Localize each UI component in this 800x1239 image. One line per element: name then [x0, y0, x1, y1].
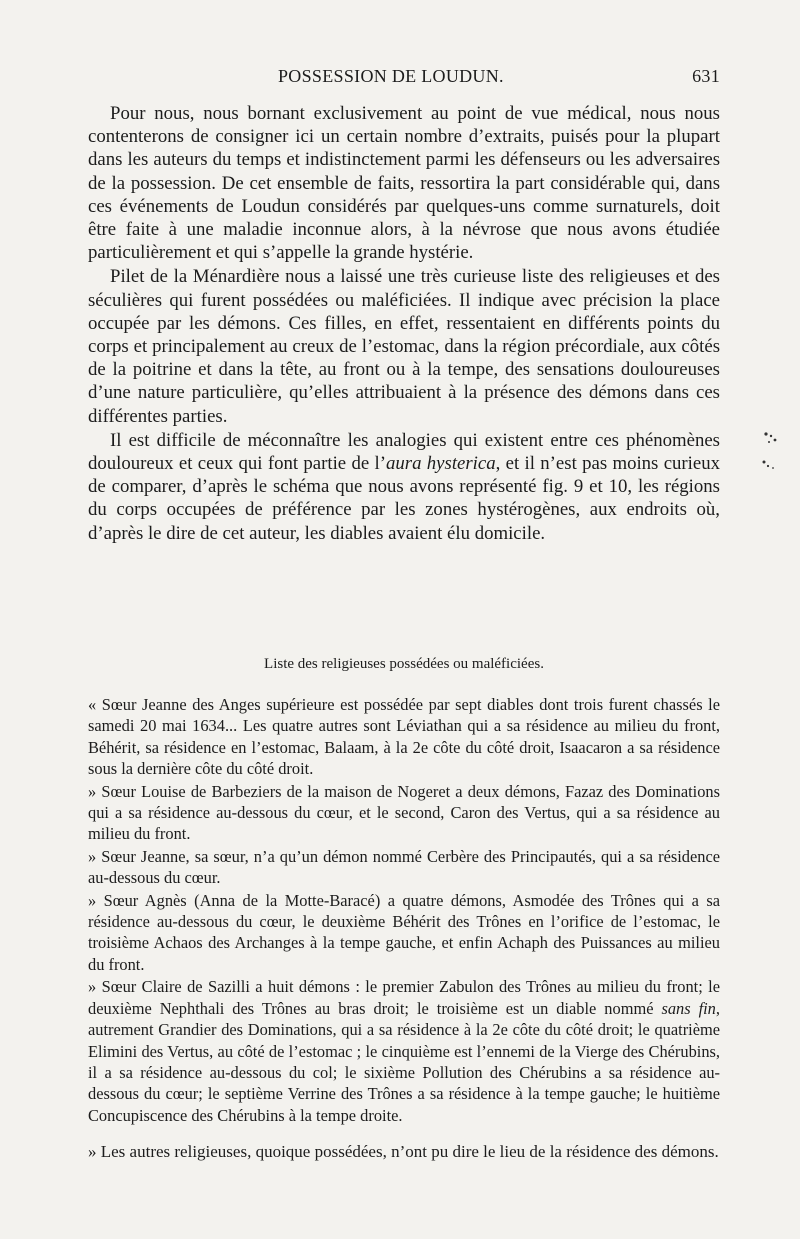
paragraph [88, 429, 720, 545]
list-caption: Liste des religieuses possédées ou maléficiées. [264, 656, 544, 672]
main-text [88, 102, 720, 545]
running-title: POSSESSION DE LOUDUN. [278, 66, 504, 86]
list-item-text: , autrement Grandier des Dominations, qui a sa résidence à la 2e côte du côté droit; le quatrième Elimini des Vertus, au côté de l’estomac ; le cinquième est l’ennemi de la Vierge des Chérubins, il a sa résidence au-dessous du col; le sixième Pollution des Chérubins a sa résidence au-dessous du cœur; le septième Verrine des Trônes a sa résidence à la tempe gauche; le huitième Concupiscence des Chérubins à la tempe droite. [88, 998, 720, 1125]
paragraph: Pilet de la Ménardière nous a laissé une très curieuse liste des religieuses et des séculières qui furent possédées ou maléficiées. Il indique avec précision la place occupée par les démons. Ces filles, en effet, ressentaient en différents points du corps et principalement au creux de l’estomac, dans la région précordiale, aux côtés de la poitrine et dans la tête, au front ou à la tempe, des sensations douloureuses d’une nature particulière, qu’elles attribuaient à la présence des démons dans ces différentes parties. [88, 266, 720, 427]
paragraph-text: Il est difficile de méconnaître les analogies qui existent entre ces phénomènes douloureux et ceux qui font partie de l’ [88, 429, 720, 475]
ink-speck-decoration [760, 428, 782, 473]
paragraph: Pour nous, nous bornant exclusivement au point de vue médical, nous nous contenterons de consigner ici un certain nombre d’extraits, puisés pour la plupart dans les auteurs du temps et indistinctement parmi les défenseurs ou les adversaires de la possession. De cet ensemble de faits, ressortira la part considérable qui, dans ces événements de Loudun considérés par quelques-uns comme surnaturels, doit être faite à une maladie inconnue alors, à la névrose que nous avons étudiée particulièrement et qui s’appelle la grande hystérie. [88, 103, 720, 264]
list-item: » Sœur Agnès (Anna de la Motte-Baracé) a quatre démons, Asmodée des Trônes qui a sa résidence au-dessous du cœur, le deuxième Béhérit des Trônes en l’orifice de l’estomac, le troisième Achaos des Archanges à la tempe gauche, et enfin Achaph des Puissances au milieu du front. [88, 890, 720, 974]
page-number: 631 [692, 66, 720, 86]
list-item: » Sœur Jeanne, sa sœur, n’a qu’un démon nommé Cerbère des Principautés, qui a sa résidence au-dessous du cœur. [88, 846, 720, 888]
italic-term: sans fin [661, 998, 716, 1018]
closing-paragraph [88, 1141, 720, 1163]
italic-term: aura hysterica [385, 453, 496, 475]
closing-text: » Les autres religieuses, quoique possédées, n’ont pu dire le lieu de la résidence des démons. [88, 1142, 719, 1161]
list-item: » Sœur Louise de Barbeziers de la maison de Nogeret a deux démons, Fazaz des Dominations qui a sa résidence au-dessous du cœur, et le second, Caron des Vertus, qui a sa résidence au milieu du front. [88, 781, 720, 844]
nun-list [88, 694, 720, 1127]
list-item-text: » Sœur Claire de Sazilli a huit démons : le premier Zabulon des Trônes au milieu du front; le deuxième Nephthali des Trônes au bras droit; le troisième est un diable nommé [88, 977, 720, 1018]
paragraph-text: , et il n’est pas moins curieux de comparer, d’après le schéma que nous avons représenté fig. 9 et 10, les régions du corps occupées de préférence par les zones hystérogènes, aux endroits où, d’après le dire de cet auteur, les diables avaient élu domicile. [88, 453, 721, 544]
list-item [88, 976, 720, 1126]
list-item: « Sœur Jeanne des Anges supérieure est possédée par sept diables dont trois furent chassés le samedi 20 mai 1634... Les quatre autres sont Léviathan qui a sa résidence au milieu du front, Béhérit, sa résidence en l’estomac, Balaam, à la 2e côte du côté droit, Isaacaron a sa résidence sous la dernière côte du côté droit. [88, 695, 720, 779]
